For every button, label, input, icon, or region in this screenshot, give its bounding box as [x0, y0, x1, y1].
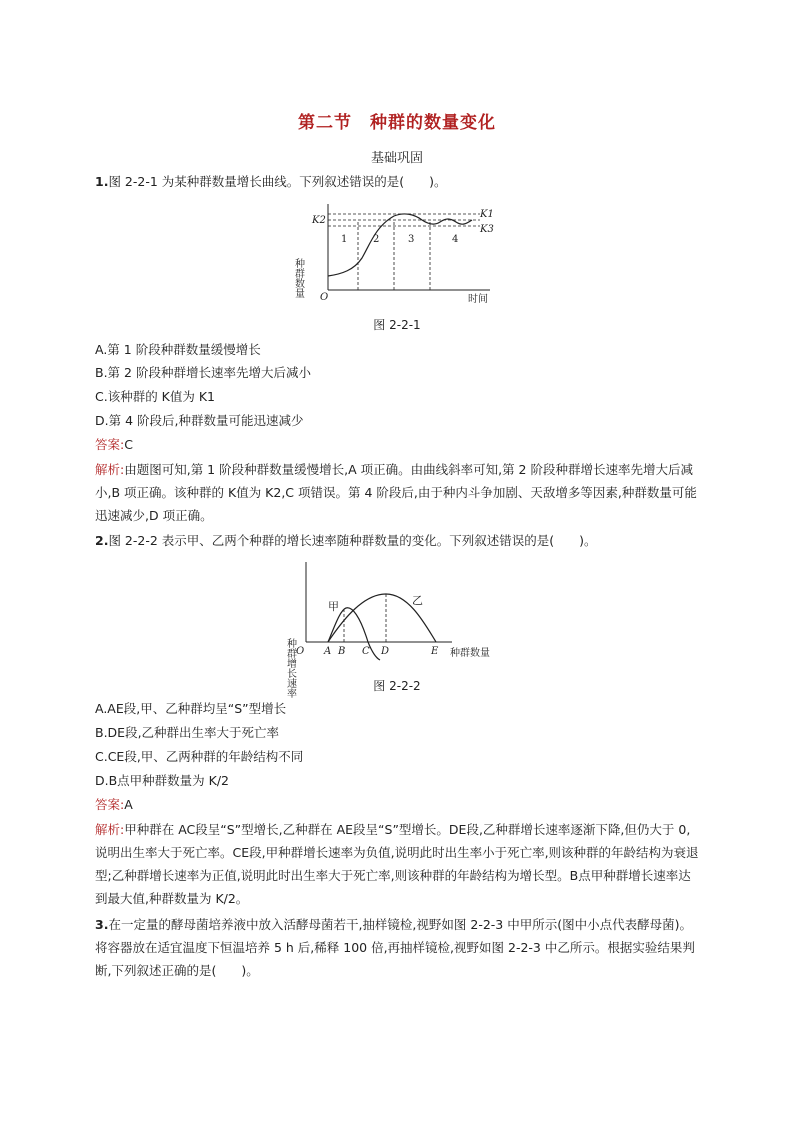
k1-label: K1 [480, 209, 494, 220]
x-axis-label: 种群数量 [450, 648, 490, 659]
figure-2-2-1-caption: 图 2-2-1 [373, 318, 421, 332]
k3-label: K3 [480, 224, 494, 235]
answer-label: 答案: [95, 797, 125, 812]
analysis-label: 解析: [95, 462, 125, 477]
option: D.B点甲种群数量为 K/2 [95, 773, 230, 788]
answer-value: A [124, 797, 133, 812]
point-label: E [431, 646, 439, 657]
analysis [95, 458, 699, 527]
analysis [95, 818, 699, 910]
question-3-stem [95, 913, 699, 982]
question-2-number: 2. [95, 533, 109, 548]
stage-label: 4 [452, 234, 459, 245]
origin-label: O [296, 646, 305, 657]
figure-2-2-1 [290, 198, 510, 310]
origin-label: O [320, 292, 329, 303]
point-label: D [381, 646, 390, 657]
growth-curve [328, 214, 472, 276]
question-2-stem [95, 531, 695, 551]
analysis-text: 由题图可知,第 1 阶段种群数量缓慢增长,A 项正确。由曲线斜率可知,第 2 阶段种群增长速率先增大后减小,B 项正确。该种群的 K值为 K2,C 项错误。第 4 阶段后,由于种内斗争加剧、天敌增多等因素,种群数量可能迅速减少,D 项正确。 [95, 462, 697, 523]
option: A.AE段,甲、乙种群均呈“S”型增长 [95, 701, 287, 716]
section-heading: 基础巩固 [370, 151, 423, 166]
point-label: C [362, 646, 370, 657]
option: C.该种群的 K值为 K1 [95, 389, 215, 404]
answer-value: C [124, 437, 133, 452]
option: B.DE段,乙种群出生率大于死亡率 [95, 725, 280, 740]
answer [95, 435, 695, 455]
point-label: A [324, 646, 332, 657]
question-1-number: 1. [95, 174, 109, 189]
y-axis-label: 种群数量 [292, 258, 304, 298]
page-title: 第二节 种群的数量变化 [298, 113, 496, 133]
option: B.第 2 阶段种群增长速率先增大后减小 [95, 365, 311, 380]
k2-label: K2 [312, 215, 326, 226]
option: C.CE段,甲、乙两种群的年龄结构不同 [95, 749, 304, 764]
curve-a [328, 608, 380, 660]
analysis-text: 甲种群在 AC段呈“S”型增长,乙种群在 AE段呈“S”型增长。DE段,乙种群增长速率逐渐下降,但仍大于 0,说明出生率大于死亡率。CE段,甲种群增长速率为负值,说明此时出生率小于死亡率,则该种群的年龄结构为衰退型;乙种群增长速率为正值,说明此时出生率大于死亡率,则该种群的年龄结构为增长型。B点甲种群增长速率达到最大值,种群数量为 K/2。 [95, 822, 699, 906]
question-2-text: 图 2-2-2 表示甲、乙两个种群的增长速率随种群数量的变化。下列叙述错误的是( )。 [108, 533, 597, 548]
analysis-label: 解析: [95, 822, 125, 837]
series-a-label: 甲 [328, 600, 339, 613]
question-1-text: 图 2-2-1 为某种群数量增长曲线。下列叙述错误的是( )。 [108, 174, 447, 189]
stage-label: 2 [373, 234, 380, 245]
answer [95, 795, 695, 815]
option: D.第 4 阶段后,种群数量可能迅速减少 [95, 413, 304, 428]
question-3-text: 在一定量的酵母菌培养液中放入活酵母菌若干,抽样镜检,视野如图 2-2-3 中甲所示(图中小点代表酵母菌)。将容器放在适宜温度下恒温培养 5 h 后,稀释 100 倍,再抽样镜检,视野如图 2-2-3 中乙所示。根据实验结果判断,下列叙述正确的是( )。 [95, 917, 695, 978]
question-1-stem [95, 172, 695, 192]
x-axis-label: 时间 [468, 294, 488, 305]
figure-2-2-2-caption: 图 2-2-2 [373, 679, 421, 693]
question-3-number: 3. [95, 917, 109, 932]
answer-label: 答案: [95, 437, 125, 452]
option: A.第 1 阶段种群数量缓慢增长 [95, 342, 261, 357]
y-axis-label: 种群增长速率 [284, 638, 296, 698]
point-label: B [338, 646, 346, 657]
stage-label: 1 [341, 234, 348, 245]
stage-label: 3 [408, 234, 415, 245]
series-b-label: 乙 [412, 594, 423, 607]
